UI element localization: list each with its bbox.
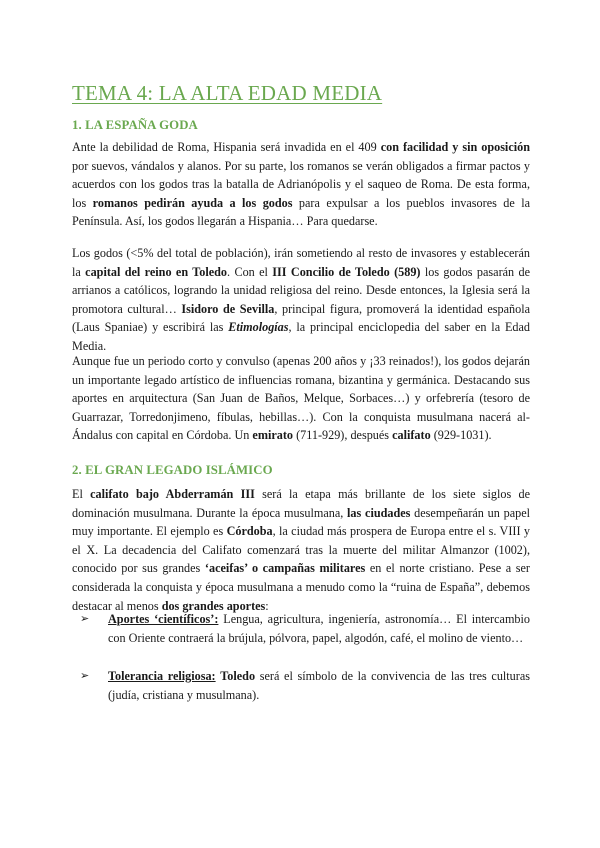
emphasis-text: Córdoba (226, 524, 273, 539)
text-run: , la ciudad más prospera de Europa entre el s. VIII y el X. La decadencia del Califato comenzará tras la muerte del militar Almanzor (1002), conocido por sus grandes (72, 524, 530, 576)
text-run: en el norte cristiano. Pese a ser considerada la conquista y época musulmana a menudo como la “ruina de España”, debemos destacar al menos (72, 561, 530, 613)
text-run: (711-929), después (293, 428, 393, 443)
text-run: por suevos, vándalos y alanos. Por su parte, los romanos se verán obligados a firmar pactos y acuerdos con los godos tras la batalla de Adrianópolis y el saqueo de Roma. De esta forma, los (72, 158, 530, 210)
list-item (80, 610, 530, 647)
text-run: los godos pasarán de arrianos a católicos, logrando la unidad religiosa del reino. Desde entonces, la Iglesia será la promotora cultural… (72, 264, 531, 316)
text-run: Los godos (<5% del total de población), irán sometiendo al resto de invasores y establecerán la (72, 246, 530, 279)
list-item (80, 667, 530, 704)
text-run: será el símbolo de la convivencia de las tres culturas (judía, cristiana y musulmana). (108, 669, 530, 702)
text-run: desempeñarán un papel muy importante. El ejemplo es (72, 505, 530, 539)
emphasis-text: dos grandes aportes (161, 598, 266, 613)
text-run: Lengua, agricultura, ingeniería, astronomía… El intercambio con Oriente contraerá la brújula, pólvora, papel, algodón, café, el molino de viento… (108, 612, 530, 645)
page-title: TEMA 4: LA ALTA EDAD MEDIA (72, 81, 383, 105)
emphasis-text: califato (392, 428, 431, 443)
emphasis-text: las ciudades (347, 505, 411, 520)
underlined-term: Tolerancia religiosa: (108, 669, 216, 683)
emphasis-text: Isidoro de Sevilla (181, 301, 275, 316)
arrow-bullet-icon: ➢ (80, 612, 90, 625)
text-run: (929-1031). (430, 428, 492, 443)
text-run: para expulsar a los pueblos invasores de la Península. Así, los godos llegarán a Hispania… Para quedarse. (72, 195, 530, 229)
text-run: . Con el (227, 264, 273, 279)
paragraph (72, 485, 530, 615)
emphasis-text: capital del reino en Toledo (85, 264, 228, 279)
paragraph (72, 244, 530, 356)
list-item-text (80, 610, 530, 647)
paragraph (72, 352, 530, 445)
text-run: , la principal enciclopedia del saber en la Edad Media. (72, 320, 530, 353)
emphasis-text: III Concilio de Toledo (589) (272, 264, 421, 279)
emphasis-text: romanos pedirán ayuda a los godos (92, 195, 293, 210)
text-run: Ante la debilidad de Roma, Hispania será invadida en el 409 (72, 140, 381, 154)
list-item-text (80, 667, 530, 704)
section-heading-legado-islamico: 2. EL GRAN LEGADO ISLÁMICO (72, 463, 273, 477)
text-run: : (265, 598, 269, 613)
emphasis-text: califato bajo Abderramán III (90, 487, 255, 501)
section-heading-espana-goda: 1. LA ESPAÑA GODA (72, 118, 198, 132)
emphasis-text: con facilidad y sin oposición (380, 140, 530, 154)
emphasis-text: Etimologías (228, 320, 289, 335)
text-run: Aunque fue un periodo corto y convulso (apenas 200 años y ¡33 reinados!), los godos dejarán un importante legado artístico de influencias romana, bizantina y germánica. Destacando sus aportes en arquitectura (San Juan de Baños, Melque, Sorbaces…) y orfebrería (tesoro de Guarrazar, Torredonjimeno, fíbulas, hebillas…). Con la conquista musulmana nacerá al-Ándalus con capital en Córdoba. Un (72, 354, 530, 443)
arrow-bullet-icon: ➢ (80, 669, 90, 682)
emphasis-text: ‘aceifas’ o campañas militares (204, 561, 366, 576)
underlined-term: Aportes ‘científicos’: (108, 612, 219, 626)
text-run: , principal figura, promoverá la identidad española (Laus Spaniae) y escribirá las (72, 301, 530, 335)
text-run: El (72, 487, 91, 501)
emphasis-text: emirato (252, 428, 294, 443)
paragraph (72, 138, 530, 231)
text-run: será la etapa más brillante de los siete siglos de dominación musulmana. Durante la época musulmana, (72, 487, 530, 520)
emphasis-text: Toledo (220, 669, 256, 683)
